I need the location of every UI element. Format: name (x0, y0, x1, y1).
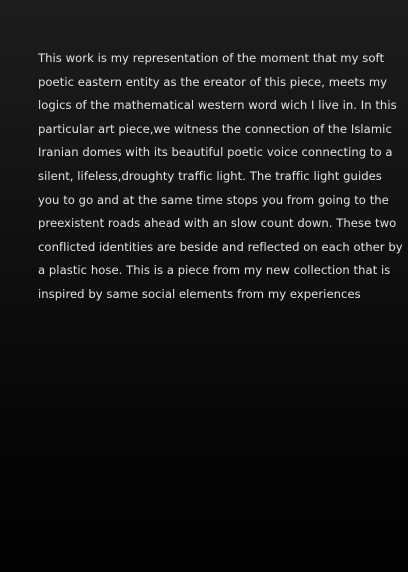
statement-line: conflicted identities are beside and reflected on each other by (38, 239, 403, 254)
statement-line: you to go and at the same time stops you from going to the (38, 192, 389, 207)
statement-line: particular art piece,we witness the connection of the Islamic (38, 121, 392, 136)
statement-line: a plastic hose. This is a piece from my new collection that is (38, 263, 391, 278)
statement-line: inspired by same social elements from my experiences (38, 286, 361, 301)
artist-statement-text (38, 47, 403, 307)
statement-line: logics of the mathematical western word wich I live in. In this (38, 98, 397, 113)
statement-line: poetic eastern entity as the ereator of this piece, meets my (38, 74, 388, 89)
statement-line: Iranian domes with its beautiful poetic voice connecting to a (38, 145, 393, 160)
statement-line: silent, lifeless,droughty traffic light. The traffic light guides (38, 168, 382, 183)
statement-line: preexistent roads ahead with an slow count down. These two (38, 216, 397, 231)
statement-line: This work is my representation of the moment that my soft (38, 51, 385, 65)
